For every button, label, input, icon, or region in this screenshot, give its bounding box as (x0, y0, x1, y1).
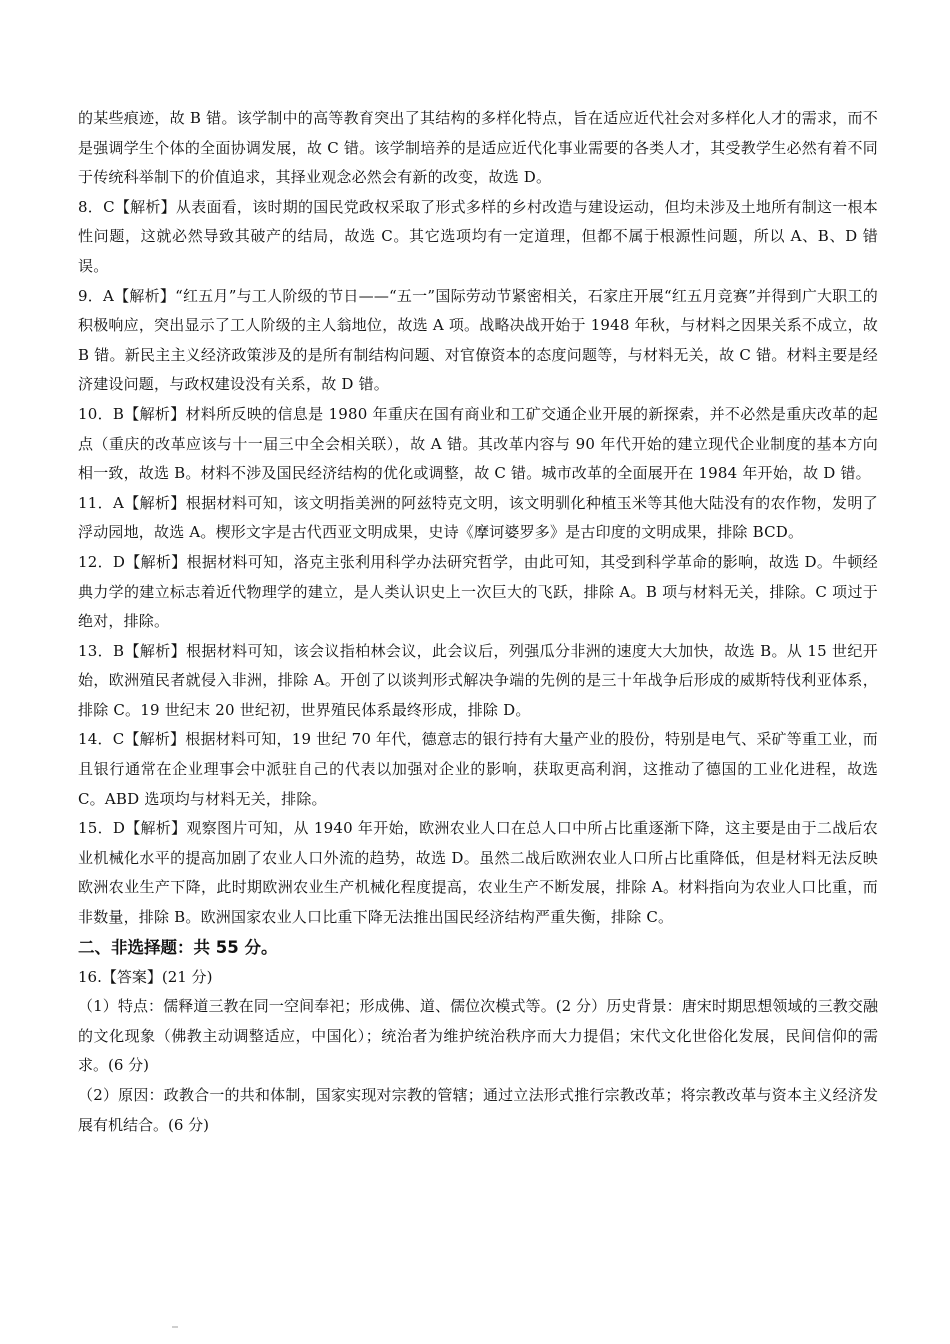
section-heading: 二、非选择题：共 55 分。 (78, 937, 278, 957)
answer-paragraph-11: 11．A【解析】根据材料可知，该文明指美洲的阿兹特克文明，该文明驯化种植玉米等其他大陆没有的农作物，发明了浮动园地，故选 A。楔形文字是古代西亚文明成果，史诗《摩诃婆罗多》是古印度的文明成果，排除 BCD。 (78, 493, 878, 542)
question-16-header: 16.【答案】(21 分) (78, 967, 213, 986)
answer-paragraph-14: 14．C【解析】根据材料可知，19 世纪 70 年代，德意志的银行持有大量产业的股份，特别是电气、采矿等重工业，而且银行通常在企业理事会中派驻自己的代表以加强对企业的影响，获取更高利润，这推动了德国的工业化进程，故选 C。ABD 选项均与材料无关，排除。 (78, 730, 878, 808)
answer-paragraph-13: 13．B【解析】根据材料可知，该会议指柏林会议，此会议后，列强瓜分非洲的速度大大加快，故选 B。从 15 世纪开始，欧洲殖民者就侵入非洲，排除 A。开创了以谈判形式解决争端的先例的是三十年战争后形成的威斯特伐利亚体系，排除 C。19 世纪末 20 世纪初，世界殖民体系最终形成，排除 D。 (78, 641, 878, 719)
answer-paragraph-12: 12．D【解析】根据材料可知，洛克主张利用科学办法研究哲学，由此可知，其受到科学革命的影响，故选 D。牛顿经典力学的建立标志着近代物理学的建立，是人类认识史上一次巨大的飞跃，排除 A。B 项与材料无关，排除。C 项过于绝对，排除。 (78, 552, 878, 631)
answer-paragraph-15: 15．D【解析】观察图片可知，从 1940 年开始，欧洲农业人口在总人口中所占比重逐渐下降，这主要是由于二战后农业机械化水平的提高加剧了农业人口外流的趋势，故选 D。虽然二战后欧洲农业人口所占比重降低，但是材料无法反映欧洲农业生产下降，此时期欧洲农业生产机械化程度提高，农业生产不断发展，排除 A。材料指向为农业人口比重，而非数量，排除 B。欧洲国家农业人口比重下降无法推出国民经济结构严重失衡，排除 C。 (78, 819, 878, 927)
document-body (78, 104, 878, 1140)
answer-paragraph-9: 9．A【解析】“红五月”与工人阶级的节日——“五一”国际劳动节紧密相关，石家庄开展“红五月竞赛”并得到广大职工的积极响应，突出显示了工人阶级的主人翁地位，故选 A 项。战略决战开始于 1948 年秋，与材料之因果关系不成立，故 B 错。新民主主义经济政策涉及的是所有制结构问题、对官僚资本的态度问题等，与材料无关，故 C 错。材料主要是经济建设问题，与政权建设没有关系，故 D 错。 (78, 286, 878, 394)
footer-mark (172, 1326, 178, 1328)
answer-paragraph-10: 10．B【解析】材料所反映的信息是 1980 年重庆在国有商业和工矿交通企业开展的新探索，并不必然是重庆改革的起点（重庆的改革应该与十一届三中全会相关联），故 A 错。其改革内容与 90 年代开始的建立现代企业制度的基本方向相一致，故选 B。材料不涉及国民经济结构的优化或调整，故 C 错。城市改革的全面展开在 1984 年开始，故 D 错。 (78, 404, 878, 483)
question-16-part-1: （1）特点：儒释道三教在同一空间奉祀；形成佛、道、儒位次模式等。(2 分）历史背景：唐宋时期思想领域的三教交融的文化现象（佛教主动调整适应，中国化）；统治者为维护统治秩序而大力提倡；宋代文化世俗化发展，民间信仰的需求。(6 分) (78, 997, 878, 1075)
question-16-part-2: （2）原因：政教合一的共和体制，国家实现对宗教的管辖；通过立法形式推行宗教改革；将宗教改革与资本主义经济发展有机结合。(6 分) (78, 1086, 878, 1134)
answer-paragraph-8: 8．C【解析】从表面看，该时期的国民党政权采取了形式多样的乡村改造与建设运动，但均未涉及土地所有制这一根本性问题，这就必然导致其破产的结局，故选 C。其它选项均有一定道理，但都不属于根源性问题，所以 A、B、D 错误。 (78, 197, 878, 275)
answer-paragraph-7-continued: 的某些痕迹，故 B 错。该学制中的高等教育突出了其结构的多样化特点，旨在适应近代社会对多样化人才的需求，而不是强调学生个体的全面协调发展，故 C 错。该学制培养的是适应近代化事业需要的各类人才，其受教学生必然有着不同于传统科举制下的价值追求，其择业观念必然会有新的改变，故选 D。 (78, 109, 878, 187)
